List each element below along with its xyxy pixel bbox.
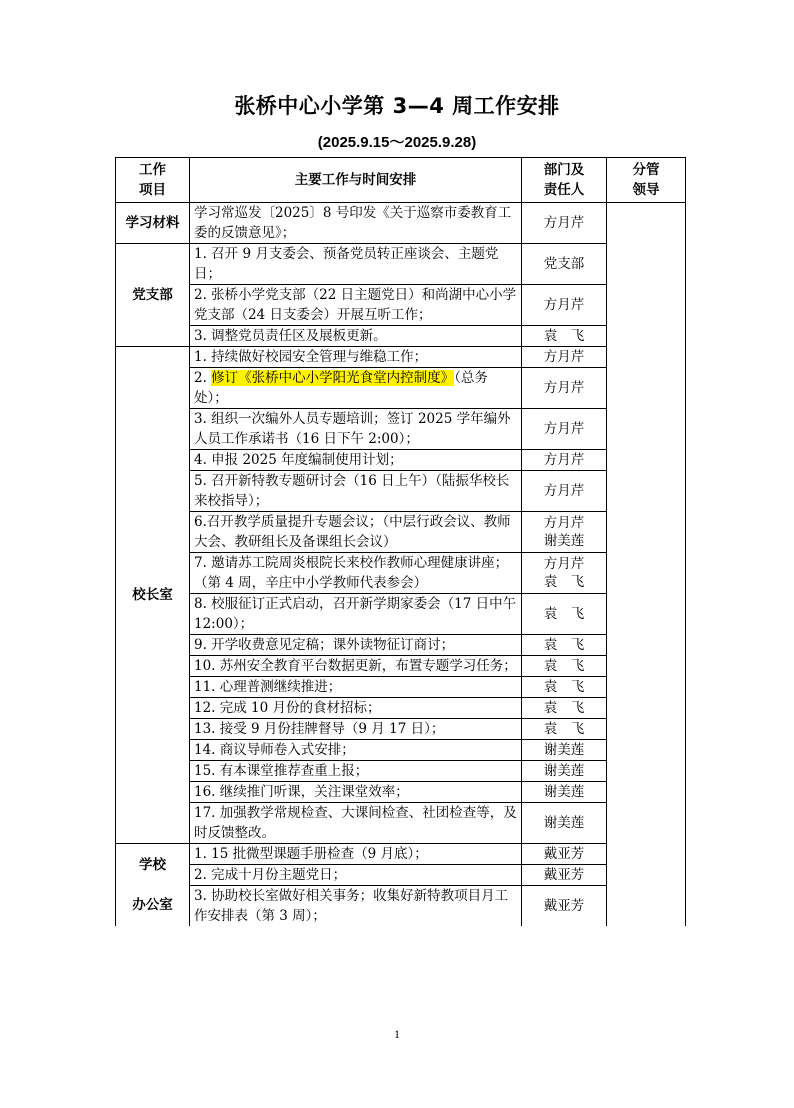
work-item: 15. 有本课堂推荐查重上报； <box>190 761 522 782</box>
responsible-text: 戴亚芳 <box>543 846 585 862</box>
table-row <box>116 326 686 347</box>
work-item: 8. 校服征订正式启动，召开新学期家委会（17 日中午 12:00）； <box>190 594 522 635</box>
responsible-person <box>522 471 607 512</box>
responsible-text: 方月芹 <box>543 483 585 499</box>
table-row <box>116 347 686 368</box>
responsible-text: 方月芹 <box>543 380 585 396</box>
work-item: 3. 组织一次编外人员专题培训；签订 2025 学年编外人员工作承诺书（16 日下午 2:00）； <box>190 409 522 450</box>
responsible-person <box>522 512 607 553</box>
responsible-text: 方月芹 谢美莲 <box>543 515 585 549</box>
responsible-person <box>522 326 607 347</box>
table-row <box>116 285 686 326</box>
category-cell: 学校 办公室 <box>116 844 190 927</box>
responsible-text: 袁 飞 <box>543 658 585 674</box>
page-number: 1 <box>394 1027 400 1041</box>
table-row <box>116 656 686 677</box>
work-item: 1. 15 批微型课题手册检查（9 月底）； <box>190 844 522 865</box>
responsible-text: 谢美莲 <box>543 815 585 831</box>
responsible-person <box>522 285 607 326</box>
responsible-person <box>522 368 607 409</box>
responsible-person <box>522 865 607 886</box>
header-item: 工作 项目 <box>116 158 190 203</box>
page-title: 张桥中心小学第 3—4 周工作安排 <box>234 94 560 118</box>
work-item: 12. 完成 10 月份的食材招标； <box>190 698 522 719</box>
responsible-text: 袁 飞 <box>543 328 585 344</box>
work-item: 7. 邀请苏工院周炎根院长来校作教师心理健康讲座；（第 4 周，辛庄中小学教师代表参会） <box>190 553 522 594</box>
item-prefix: 2. <box>194 370 212 386</box>
responsible-text: 袁 飞 <box>543 721 585 737</box>
responsible-text: 方月芹 袁 飞 <box>543 556 585 590</box>
responsible-person <box>522 698 607 719</box>
work-item: 2. 完成十月份主题党日； <box>190 865 522 886</box>
responsible-person <box>522 450 607 471</box>
work-item: 13. 接受 9 月份挂牌督导（9 月 17 日）； <box>190 719 522 740</box>
work-item: 17. 加强教学常规检查、大课间检查、社团检查等，及时反馈整改。 <box>190 803 522 844</box>
work-item: 16. 继续推门听课，关注课堂效率； <box>190 782 522 803</box>
responsible-text: 党支部 <box>543 256 585 272</box>
work-item <box>190 368 522 409</box>
category-cell: 校长室 <box>116 347 190 844</box>
responsible-text: 袁 飞 <box>543 606 585 622</box>
responsible-text: 袁 飞 <box>543 700 585 716</box>
responsible-person <box>522 886 607 927</box>
work-item: 1. 持续做好校园安全管理与维稳工作； <box>190 347 522 368</box>
responsible-text: 方月芹 <box>543 452 585 468</box>
table-row <box>116 553 686 594</box>
category-cell: 学习材料 <box>116 203 190 244</box>
table-row <box>116 782 686 803</box>
table-row <box>116 368 686 409</box>
responsible-person <box>522 844 607 865</box>
work-item: 14. 商议导师卷入式安排； <box>190 740 522 761</box>
work-item: 3. 调整党员责任区及展板更新。 <box>190 326 522 347</box>
responsible-text: 谢美莲 <box>543 763 585 779</box>
table-row <box>116 719 686 740</box>
work-item: 9. 开学收费意见定稿；课外读物征订商讨； <box>190 635 522 656</box>
responsible-text: 戴亚芳 <box>543 898 585 914</box>
work-item: 11. 心理普测继续推进； <box>190 677 522 698</box>
header-main: 主要工作与时间安排 <box>190 158 522 203</box>
schedule-table <box>115 157 686 926</box>
responsible-text: 方月芹 <box>543 297 585 313</box>
table-row <box>116 761 686 782</box>
responsible-text: 方月芹 <box>543 421 585 437</box>
table-row <box>116 635 686 656</box>
category-cell: 党支部 <box>116 244 190 347</box>
work-item: 6.召开教学质量提升专题会议；（中层行政会议、教师大会、教研组长及备课组长会议） <box>190 512 522 553</box>
table-row <box>116 594 686 635</box>
work-item: 4. 申报 2025 年度编制使用计划； <box>190 450 522 471</box>
leader-cell <box>607 203 686 927</box>
responsible-person <box>522 761 607 782</box>
table-row <box>116 740 686 761</box>
responsible-text: 袁 飞 <box>543 679 585 695</box>
responsible-person <box>522 719 607 740</box>
table-row <box>116 450 686 471</box>
date-range: (2025.9.15～2025.9.28) <box>317 134 477 151</box>
table-row <box>116 512 686 553</box>
responsible-person <box>522 244 607 285</box>
responsible-text: 方月芹 <box>543 215 585 231</box>
header-dept: 部门及 责任人 <box>522 158 607 203</box>
responsible-person <box>522 803 607 844</box>
responsible-person <box>522 203 607 244</box>
table-row <box>116 203 686 244</box>
table-row <box>116 886 686 927</box>
responsible-person <box>522 594 607 635</box>
header-row <box>116 158 686 203</box>
responsible-text: 谢美莲 <box>543 742 585 758</box>
work-item: 5. 召开新特教专题研讨会（16 日上午）（陆振华校长来校指导）； <box>190 471 522 512</box>
table-row <box>116 409 686 450</box>
highlighted-text: 修订《张桥中心小学阳光食堂内控制度》 <box>211 370 455 386</box>
item-suffix: （总务处）； <box>194 370 488 406</box>
responsible-text: 谢美莲 <box>543 784 585 800</box>
responsible-text: 方月芹 <box>543 349 585 365</box>
work-item: 10. 苏州安全教育平台数据更新，布置专题学习任务； <box>190 656 522 677</box>
responsible-person <box>522 740 607 761</box>
table-row <box>116 244 686 285</box>
table-row <box>116 865 686 886</box>
table-row <box>116 698 686 719</box>
responsible-person <box>522 347 607 368</box>
responsible-text: 袁 飞 <box>543 637 585 653</box>
responsible-person <box>522 677 607 698</box>
responsible-text: 戴亚芳 <box>543 867 585 883</box>
responsible-person <box>522 656 607 677</box>
table-row <box>116 803 686 844</box>
table-row <box>116 677 686 698</box>
work-item: 学习常巡发〔2025〕8 号印发《关于巡察市委教育工委的反馈意见》； <box>190 203 522 244</box>
work-item: 1. 召开 9 月支委会、预备党员转正座谈会、主题党日； <box>190 244 522 285</box>
responsible-person <box>522 409 607 450</box>
responsible-person <box>522 635 607 656</box>
work-item: 3. 协助校长室做好相关事务；收集好新特教项目月工作安排表（第 3 周）； <box>190 886 522 927</box>
responsible-person <box>522 782 607 803</box>
header-leader: 分管 领导 <box>607 158 686 203</box>
work-item: 2. 张桥小学党支部（22 日主题党日）和尚湖中心小学党支部（24 日支委会）开展互听工作； <box>190 285 522 326</box>
table-row <box>116 844 686 865</box>
table-row <box>116 471 686 512</box>
responsible-person <box>522 553 607 594</box>
